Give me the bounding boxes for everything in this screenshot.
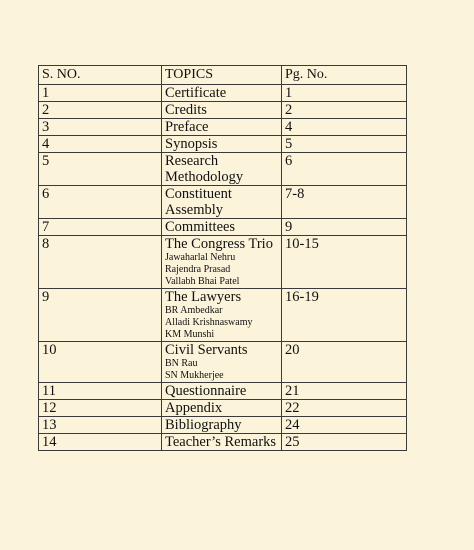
- cell-sno: 11: [39, 383, 162, 400]
- cell-topic: [162, 289, 282, 342]
- cell-page-no: 7-8: [282, 186, 407, 219]
- cell-page-no: 6: [282, 153, 407, 186]
- header-page-no: Pg. No.: [282, 66, 407, 85]
- subtopic-item: KM Munshi: [165, 329, 215, 340]
- cell-topic: [162, 219, 282, 236]
- subtopic-item: BN Rau: [165, 358, 198, 369]
- table-row: [39, 85, 407, 102]
- subtopic-item: BR Ambedkar: [165, 305, 223, 316]
- cell-page-no: 16-19: [282, 289, 407, 342]
- table-row: [39, 236, 407, 289]
- cell-page-no: 25: [282, 434, 407, 451]
- topic-title: The Lawyers: [165, 289, 242, 305]
- cell-topic: [162, 434, 282, 451]
- cell-topic: [162, 383, 282, 400]
- cell-topic: [162, 136, 282, 153]
- cell-sno: 7: [39, 219, 162, 236]
- table-row: [39, 119, 407, 136]
- cell-page-no: 10-15: [282, 236, 407, 289]
- subtopic-item: SN Mukherjee: [165, 370, 224, 381]
- cell-sno: 8: [39, 236, 162, 289]
- table-row: [39, 102, 407, 119]
- cell-page-no: 2: [282, 102, 407, 119]
- topic-title: Bibliography: [165, 417, 242, 433]
- table-row: [39, 400, 407, 417]
- table-header-row: [39, 66, 407, 85]
- table-row: [39, 136, 407, 153]
- cell-page-no: 24: [282, 417, 407, 434]
- cell-sno: 5: [39, 153, 162, 186]
- cell-topic: [162, 400, 282, 417]
- subtopic-item: Alladi Krishnaswamy: [165, 317, 253, 328]
- header-topics: TOPICS: [162, 66, 282, 85]
- cell-sno: 3: [39, 119, 162, 136]
- cell-topic: [162, 85, 282, 102]
- cell-topic: [162, 153, 282, 186]
- cell-page-no: 9: [282, 219, 407, 236]
- cell-page-no: 1: [282, 85, 407, 102]
- topic-title: Appendix: [165, 400, 223, 416]
- subtopic-item: Rajendra Prasad: [165, 264, 231, 275]
- table-row: [39, 219, 407, 236]
- cell-sno: 6: [39, 186, 162, 219]
- cell-page-no: 4: [282, 119, 407, 136]
- cell-sno: 1: [39, 85, 162, 102]
- topic-title: Constituent Assembly: [165, 186, 232, 218]
- cell-sno: 9: [39, 289, 162, 342]
- topic-title: Credits: [165, 102, 207, 118]
- topic-title: Research Methodology: [165, 153, 244, 185]
- cell-topic: [162, 236, 282, 289]
- table-body: [39, 85, 407, 451]
- topic-title: The Congress Trio: [165, 236, 273, 252]
- topic-title: Certificate: [165, 85, 227, 101]
- table-row: [39, 417, 407, 434]
- table-row: [39, 434, 407, 451]
- cell-topic: [162, 186, 282, 219]
- cell-sno: 4: [39, 136, 162, 153]
- subtopic-item: Jawaharlal Nehru: [165, 252, 236, 263]
- table-row: [39, 153, 407, 186]
- cell-page-no: 20: [282, 342, 407, 383]
- cell-sno: 14: [39, 434, 162, 451]
- table-row: [39, 342, 407, 383]
- topic-title: Teacher’s Remarks: [165, 434, 277, 450]
- cell-sno: 12: [39, 400, 162, 417]
- topic-title: Questionnaire: [165, 383, 247, 399]
- cell-page-no: 21: [282, 383, 407, 400]
- cell-sno: 2: [39, 102, 162, 119]
- cell-sno: 10: [39, 342, 162, 383]
- header-sno: S. NO.: [39, 66, 162, 85]
- cell-page-no: 22: [282, 400, 407, 417]
- cell-topic: [162, 102, 282, 119]
- cell-topic: [162, 417, 282, 434]
- table-of-contents: [38, 65, 407, 451]
- subtopic-item: Vallabh Bhai Patel: [165, 276, 240, 287]
- topic-title: Committees: [165, 219, 236, 235]
- cell-page-no: 5: [282, 136, 407, 153]
- topic-title: Synopsis: [165, 136, 218, 152]
- topic-title: Civil Servants: [165, 342, 248, 358]
- cell-topic: [162, 119, 282, 136]
- cell-sno: 13: [39, 417, 162, 434]
- table-row: [39, 186, 407, 219]
- topic-title: Preface: [165, 119, 209, 135]
- table-row: [39, 289, 407, 342]
- table-row: [39, 383, 407, 400]
- cell-topic: [162, 342, 282, 383]
